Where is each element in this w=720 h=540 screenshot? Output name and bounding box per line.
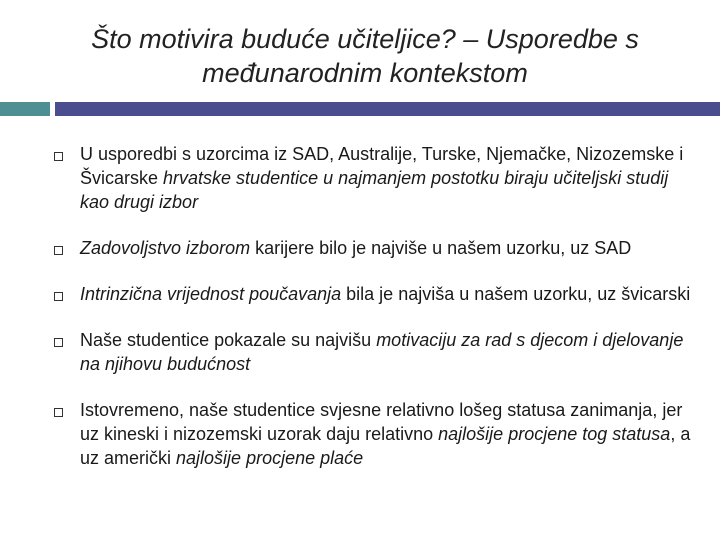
bullet-2-text: karijere bilo je najviše u našem uzorku, uz SAD (250, 238, 632, 258)
square-bullet-icon (54, 338, 63, 347)
bullet-5-emphasis-1: najlošije procjene tog statusa (438, 424, 671, 444)
bullet-item-4 (52, 328, 692, 376)
bullet-5-text: Istovremeno, naše studentice svjesne relativno lošeg statusa zanimanja, jer uz kineski i nizozemski uzorak daju relativno (80, 400, 683, 444)
bullet-1-text: U usporedbi s uzorcima iz SAD, Australije, Turske, Njemačke, Nizozemske i Švicarske (80, 144, 684, 188)
bullet-item-2 (52, 236, 692, 260)
slide-title-line-1: Što motivira buduće učiteljice? – Usporedbe s (91, 24, 639, 54)
bullet-2-emphasis: Zadovoljstvo izborom (80, 238, 251, 258)
bullet-1-emphasis: hrvatske studentice u najmanjem postotku biraju učiteljski studij kao drugi izbor (80, 168, 669, 212)
slide-title (40, 22, 690, 90)
square-bullet-icon (54, 292, 63, 301)
square-bullet-icon (54, 408, 63, 417)
slide-title-line-2: međunarodnim kontekstom (202, 58, 528, 88)
bullet-3-emphasis: Intrinzična vrijednost poučavanja (80, 284, 342, 304)
bullet-item-3 (52, 282, 692, 306)
bullet-item-1 (52, 142, 692, 214)
title-divider-left (0, 102, 50, 116)
bullet-4-text: Naše studentice pokazale su najvišu (80, 330, 377, 350)
bullet-3-text: bila je najviša u našem uzorku, uz švicarski (341, 284, 691, 304)
square-bullet-icon (54, 246, 63, 255)
bullet-5-text-2: , a uz američki (80, 424, 691, 468)
bullet-item-5 (52, 398, 692, 470)
title-divider-right (55, 102, 720, 116)
bullet-5-emphasis-2: najlošije procjene plaće (176, 448, 364, 468)
bullet-4-emphasis: motivaciju za rad s djecom i djelovanje na njihovu budućnost (80, 330, 684, 374)
bullet-list (52, 142, 692, 490)
square-bullet-icon (54, 152, 63, 161)
